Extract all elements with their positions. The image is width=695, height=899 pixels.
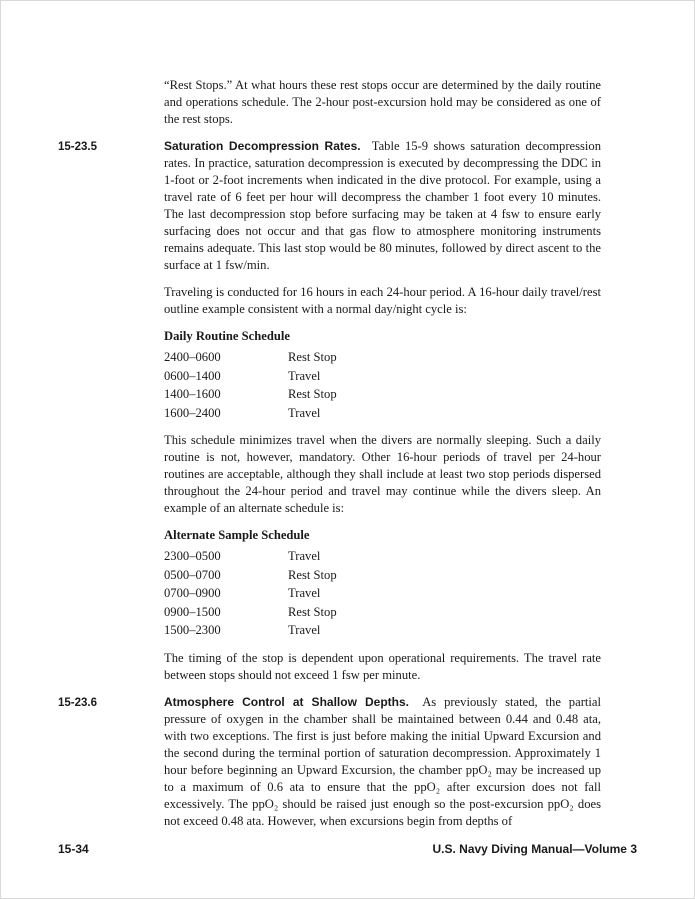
schedule-activity: Travel [288,405,321,420]
traveling-paragraph: Traveling is conducted for 16 hours in each 24-hour period. A 16-hour daily travel/rest outline example consistent with a normal day/night cycle is: [164,285,601,316]
schedule-activity: Travel [288,623,321,637]
schedule-time: 0600–1400 [164,368,221,383]
schedule-row [164,404,601,423]
schedule-time: 1500–2300 [164,623,221,637]
section-15-23-6 [58,694,603,830]
schedule-time: 1400–1600 [164,387,221,401]
footer-manual-title: U.S. Navy Diving Manual—Volume 3 [432,842,637,856]
schedule-row [164,547,601,566]
section-title: Saturation Decompression Rates. [164,139,361,153]
schedule-time: 0900–1500 [164,604,221,619]
schedule-time: 2300–0500 [164,549,221,563]
timing-paragraph: The timing of the stop is dependent upon operational requirements. The travel rate between stops should not exceed 1 fsw per minute. [164,650,601,682]
schedule-row [164,621,601,640]
daily-routine-schedule [164,328,601,422]
schedule-row [164,367,601,386]
rest-stops-paragraph: “Rest Stops.” At what hours these rest stops occur are determined by the daily routine and operations schedule. The 2-hour post-excursion hold may be considered as one of the rest stops. [164,78,601,126]
schedule-activity: Travel [288,586,321,600]
schedule-activity: Rest Stop [288,350,337,364]
schedule-activity: Travel [288,549,321,563]
schedule-heading: Alternate Sample Schedule [164,528,310,542]
schedule-row [164,348,601,367]
schedule-activity: Rest Stop [288,387,337,401]
schedule-activity: Rest Stop [288,604,337,619]
section-number: 15-23.6 [58,696,98,709]
section-paragraph [164,138,601,274]
alternate-sample-schedule [164,527,601,640]
schedule-time: 0500–0700 [164,567,221,582]
schedule-heading: Daily Routine Schedule [164,329,290,343]
section-15-23-5 [58,138,603,274]
section-text: Table 15-9 shows saturation decompression rates. In practice, saturation decompression is executed by decompressing the DDC in 1-foot or 2-foot increments when indicated in the dive protocol. For example, using a travel rate of 6 feet per hour will decompress the chamber 1 foot every 10 minutes. The last decompression stop before surfacing may be taken at 4 fsw to ensure early surfacing does not occur and that gas flow to atmosphere monitoring instruments remains adequate. This last stop would be 80 minutes, followed by direct ascent to the surface at 1 fsw/min. [164,139,601,272]
footer-page-number: 15-34 [58,842,89,856]
schedule-activity: Rest Stop [288,567,337,582]
schedule-row [164,566,601,585]
section-paragraph [164,694,601,830]
schedule-row [164,603,601,622]
schedule-time: 0700–0900 [164,586,221,600]
section-number: 15-23.5 [58,141,98,153]
section-title: Atmosphere Control at Shallow Depths. [164,694,409,709]
schedule-note-paragraph: This schedule minimizes travel when the divers are normally sleeping. Such a daily routine is not, however, mandatory. Other 16-hour periods of travel per 24-hour routines are acceptable, although they shall include at least two stop periods dispersed throughout the 24-hour period and travel may continue while the divers sleep. An example of an alternate schedule is: [164,433,601,515]
schedule-time: 1600–2400 [164,405,221,420]
page-footer [58,842,637,856]
schedule-time: 2400–0600 [164,350,221,364]
page-content [58,77,603,840]
section-text: As previously stated, the partial pressure of oxygen in the chamber shall be maintained between 0.44 and 0.48 ata, with two exceptions. The first is just before making the initial Upward Excursion and the second during the terminal portion of saturation decompression. Approximately 1 hour before beginning an Upward Excursion, the chamber ppO₂ may be increased up to a maximum of 0.6 ata to ensure that the ppO₂ after excursion does not fall excessively. The ppO₂ should be raised just enough so the post-excursion ppO₂ does not exceed 0.48 ata. However, when excursions begin from depths of [164,694,601,828]
schedule-row [164,584,601,603]
schedule-row [164,385,601,404]
schedule-activity: Travel [288,368,321,383]
